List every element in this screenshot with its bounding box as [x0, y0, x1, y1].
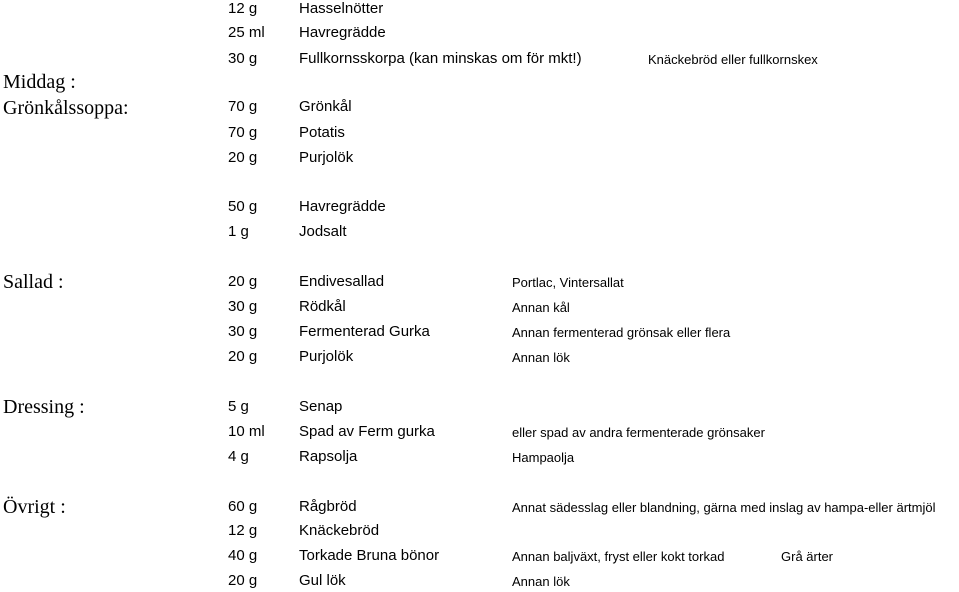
ingredient: Fermenterad Gurka	[299, 323, 430, 340]
ingredient: Grönkål	[299, 98, 352, 115]
quantity: 12 g	[228, 0, 258, 17]
quantity: 20 g	[228, 572, 258, 589]
alternative: Hampaolja	[512, 450, 575, 465]
quantity: 5 g	[228, 398, 249, 415]
quantity: 25 ml	[228, 24, 265, 41]
ingredient: Rågbröd	[299, 498, 357, 515]
quantity: 30 g	[228, 323, 258, 340]
alternative: Knäckebröd eller fullkornskex	[648, 52, 818, 67]
quantity: 50 g	[228, 198, 258, 215]
section-heading-dressing: Dressing :	[3, 396, 85, 418]
quantity: 20 g	[228, 273, 258, 290]
ingredient: Gul lök	[299, 572, 346, 589]
alternative: eller spad av andra fermenterade grönsaker	[512, 425, 765, 440]
alternative: Annan baljväxt, fryst eller kokt torkad	[512, 549, 725, 564]
quantity: 30 g	[228, 50, 258, 67]
ingredient: Purjolök	[299, 348, 354, 365]
quantity: 70 g	[228, 124, 258, 141]
quantity: 1 g	[228, 223, 249, 240]
ingredient: Hasselnötter	[299, 0, 384, 17]
ingredient: Knäckebröd	[299, 522, 380, 539]
ingredient: Potatis	[299, 124, 345, 141]
alternative: Annan kål	[512, 300, 570, 315]
alternative: Annan lök	[512, 350, 570, 365]
quantity: 30 g	[228, 298, 258, 315]
quantity: 12 g	[228, 522, 258, 539]
alternative: Annat sädesslag eller blandning, gärna med inslag av hampa-eller ärtmjöl	[512, 500, 936, 515]
ingredient: Fullkornsskorpa (kan minskas om för mkt!)	[299, 50, 582, 67]
ingredient: Senap	[299, 398, 343, 415]
quantity: 40 g	[228, 547, 258, 564]
quantity: 20 g	[228, 149, 258, 166]
section-heading-ovrigt: Övrigt :	[3, 496, 66, 518]
ingredient: Jodsalt	[299, 223, 347, 240]
quantity: 10 ml	[228, 423, 265, 440]
alternative: Portlac, Vintersallat	[512, 275, 624, 290]
section-heading-gronkalssoppa: Grönkålssoppa:	[3, 97, 129, 119]
alternative: Annan fermenterad grönsak eller flera	[512, 325, 731, 340]
alternative-secondary: Grå ärter	[781, 549, 834, 564]
ingredient: Havregrädde	[299, 198, 386, 215]
ingredient: Purjolök	[299, 149, 354, 166]
section-heading-sallad: Sallad :	[3, 271, 64, 293]
quantity: 70 g	[228, 98, 258, 115]
quantity: 4 g	[228, 448, 249, 465]
section-heading-middag: Middag :	[3, 71, 76, 93]
ingredient: Torkade Bruna bönor	[299, 547, 440, 564]
ingredient: Endivesallad	[299, 273, 385, 290]
alternative: Annan lök	[512, 574, 570, 589]
quantity: 60 g	[228, 498, 258, 515]
ingredient: Rapsolja	[299, 448, 358, 465]
ingredient: Rödkål	[299, 298, 346, 315]
ingredient: Havregrädde	[299, 24, 386, 41]
quantity: 20 g	[228, 348, 258, 365]
ingredient: Spad av Ferm gurka	[299, 423, 435, 440]
